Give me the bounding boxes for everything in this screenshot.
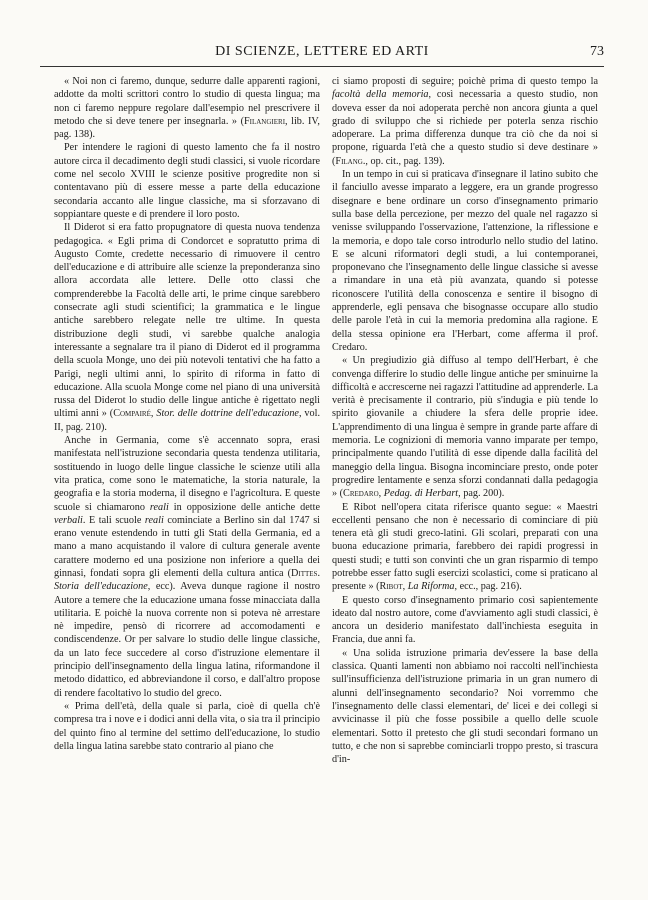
text-run: « Prima dell'età, della quale si parla, cioè di quella ch'è compresa tra i nove e i dodici anni della vita, o sia tra il principio del quinto fino al termine del settimo dell'educazione, lo studio della lingua latina sarebbe stato contrario al piano che [54,700,320,752]
paragraph [54,700,320,753]
running-title: DI SCIENZE, LETTERE ED ARTI [215,44,429,59]
text-run: cominciate a Berlino sin dal 1747 si erano venute estendendo in tutti gli Stati della Germania, ed a mano a mano acquistando il valore di cultura generale avente carattere moderno ed una posizione non inferiore a quella dei ginnasi, fondati sopra gli elementi della cultura antica ( [54,514,320,579]
text-run: « Noi non ci faremo, dunque, sedurre dalle apparenti ragioni, addotte da molti scrittori contro lo studio di questa lingua; ma non ci faremo neppure regolare dall'esempio nel prescrivere il metodo che si deve tenere per insegnarla. » ( [54,76,320,127]
small-caps-citation: Ribot [379,581,403,593]
page-number: 73 [590,44,604,59]
text-run: , [402,581,408,593]
text-run: E questo corso d'insegnamento primario così sapientemente ideato dal nostro autore, come d'avviamento agli studi classici, è ancora un desiderio manifestato dall'inchiesta eseguita in Francia, due anni fa. [332,594,598,646]
header-rule [40,66,604,67]
italic-text: verbali [54,514,83,526]
small-caps-citation: Dittes [291,567,318,579]
paragraph [332,501,598,594]
text-run: . E tali scuole [82,514,145,526]
small-caps-citation: Filang [335,155,363,167]
text-run: Anche in Germania, come s'è accennato sopra, erasi manifestata nell'istruzione secondaria questa tendenza utilitaria, sostituendo in luogo delle lingue classiche le scienze utili alla vita pratica, come sono le matematiche, la storia naturale, la geografia e la storia moderna, il disegno e l'agricoltura. E queste scuole si chiamarono [54,435,320,513]
text-run: Per intendere le ragioni di questo lamento che fa il nostro autore circa il decadimento degli studi classici, si vuole ricordare come nel secolo XVIII le scienze positive progredite non si contentavano più di essere messe a parte della educazione secondaria accanto alle lingue classiche, ma si sforzavano di soppiantare queste e di prendere il loro posto. [54,142,320,220]
small-caps-citation: Credaro [343,488,379,500]
paragraph [332,354,598,500]
paragraph [54,434,320,700]
paragraph [54,221,320,434]
paragraph [332,647,598,767]
italic-text: facoltà della memoria [332,89,429,101]
text-run: , lib. IV, pag. 138). [54,115,320,141]
text-run: , così necessaria a questo studio, non doveva esser da noi adoperata perchè non ancora giunta a quel grado di sviluppo che si richiede per poterla senza rischio adoperare. La prima differenza dunque tra ciò che da noi si propone, riguarda l'età che a questo studio si deve destinare » ( [332,89,598,167]
text-run: ., op. cit., pag. 139). [362,155,445,167]
paragraph [332,168,598,354]
paragraph [332,75,598,168]
italic-text: Storia dell'educazione [54,581,148,593]
left-column [54,75,320,753]
right-column [332,75,598,766]
text-run: in opposizione delle antiche dette [168,501,320,513]
paragraph [54,141,320,221]
text-run: Il Diderot si era fatto propugnatore di questa nuova tendenza pedagogica. « Egli prima di Condorcet e sopratutto prima di Augusto Comte, credette necessario di rimuovere il centro dell'educazione e di attribuire alle scienze la preponderanza sino allora accordata alle lettere. Delle otto classi che comprenderebbe la Facoltà delle arti, le prime cinque sarebbero consecrate agli studi scientifici; la grammatica e le lingue antiche sarebbero relegate nelle tre ultime. In questa distribuzione degli studi, vi sarebbe qualche analogia interessante a segnalare tra il piano di Diderot ed il programma della scuola Monge, uno dei più notevoli tentativi che ha fatto a Parigi, negli ultimi anni, lo spirito di riforma in fatto di educazione. Alla scuola Monge come nel piano di una università russa del Diderot lo studio delle lingue antiche è rigettato negli ultimi anni » ( [54,222,320,420]
small-caps-citation: Filangieri [243,115,286,127]
text-run: ci siamo proposti di seguire; poichè prima di questo tempo la [332,76,598,87]
text-run: In un tempo in cui si praticava d'insegnare il latino subito che il fanciullo avesse imparato a leggere, era un grande progresso disegnare e bene ordinare un corso d'insegnamento primario sulla base della percezione, per mezzo del quale nel ragazzo si venisse sviluppando l'osservazione, l'attenzione, la riflessione e la memoria, e dopo tale corso introdurlo nello studio del latino. E se alcuni riformatori degli studi, a lui contemporanei, proponevano che l'insegnamento delle lingue classiche si avesse a rimandare in una età più avanzata, quando si potesse riconoscere l'utilità della conoscenza e sentire il bisogno di apprenderle, egli pensava che bisognasse occupare allo studio delle parole l'età in cui la memoria predomina alla ragione. E della stessa opinione era l'Herbart, come afferma il prof. Credaro. [332,169,598,353]
paragraph [54,75,320,141]
text-run: . [317,567,320,579]
italic-text: reali [149,501,169,513]
text-run: , [150,408,157,420]
text-run: « Una solida istruzione primaria dev'essere la base della classica. Quanti lamenti non abbiamo noi raccolti nell'inchiesta sull'insufficienza dell'istruzione primaria in un gran numero di alunni dell'insegnamento secondario? Noi vorremmo che l'insegnamento delle classi elementari, de' licei e dei collegi si avvicinasse il più che fosse possibile a quello delle scuole elementari. Sotto il pretesto che gli studi secondari formano un tutto, e che non si saprebbe cominciarli troppo presto, si trascura d'in- [332,647,598,766]
text-run: , pag. 200). [458,488,505,500]
text-run: , [378,488,384,500]
italic-text: Stor. delle dottrine dell'educazione [156,408,299,420]
italic-text: reali [144,514,164,526]
paragraph [332,594,598,647]
text-run: , ecc., pag. 216). [454,581,522,593]
italic-text: La Riforma [407,581,455,593]
text-run: « Un pregiudizio già diffuso al tempo dell'Herbart, è che convenga differire lo studio delle lingue antiche per sminuirne la difficoltà e accrescerne nei ragazzi l'attitudine ad apprenderle. La verità è precisamente il contrario, più s'indugia e più tende lo spirito giovanile a chiudere la sfera delle proprie idee. L'apprendimento di una lingua è sempre in grande parte affare di memoria. Le cognizioni di memoria vanno imparate per tempo, principalmente quando l'utilità di esse dipende dalla facilità del maneggio della lingua. Bisogna incominciare presto, onde poter progredire lentamente e senza sforzi condannati dalla pedagogia » ( [332,355,598,500]
text-run: , vol. II, pag. 210). [54,408,320,433]
small-caps-citation: Compairé [113,408,151,420]
text-run: , ecc). Aveva dunque ragione il nostro Autore a temere che la educazione umana fosse minacciata dalla utilitaria. E poichè la nuova corrente non si poteva nè arrestare nè impedire, pensò di ricorrere ad accomodamenti e condiscendenze. Or per salvare lo studio delle lingue classiche, da un lato fece succedere al corso d'istruzione elementare il principio dell'insegnamento della lingua latina, riformandone il metodo didattico, ed abbreviandone il corso, e dall'altro propose di rendere facoltativo lo studio del greco. [54,581,320,699]
italic-text: Pedag. di Herbart [383,488,459,500]
text-run: E Ribot nell'opera citata riferisce quanto segue: « Maestri eccellenti pensano che non è necessario di cominciare di più tenera età gli studi greco-latini. Gli scolari, preparati con una buona educazione primaria, farebbero dei rapidi progressi in questi studi; e tutti son convinti che un gran risparmio di tempo potrebbe esser fatto sugli esercizi scolastici, come si praticano al presente » ( [332,501,598,593]
page-header [40,40,604,66]
